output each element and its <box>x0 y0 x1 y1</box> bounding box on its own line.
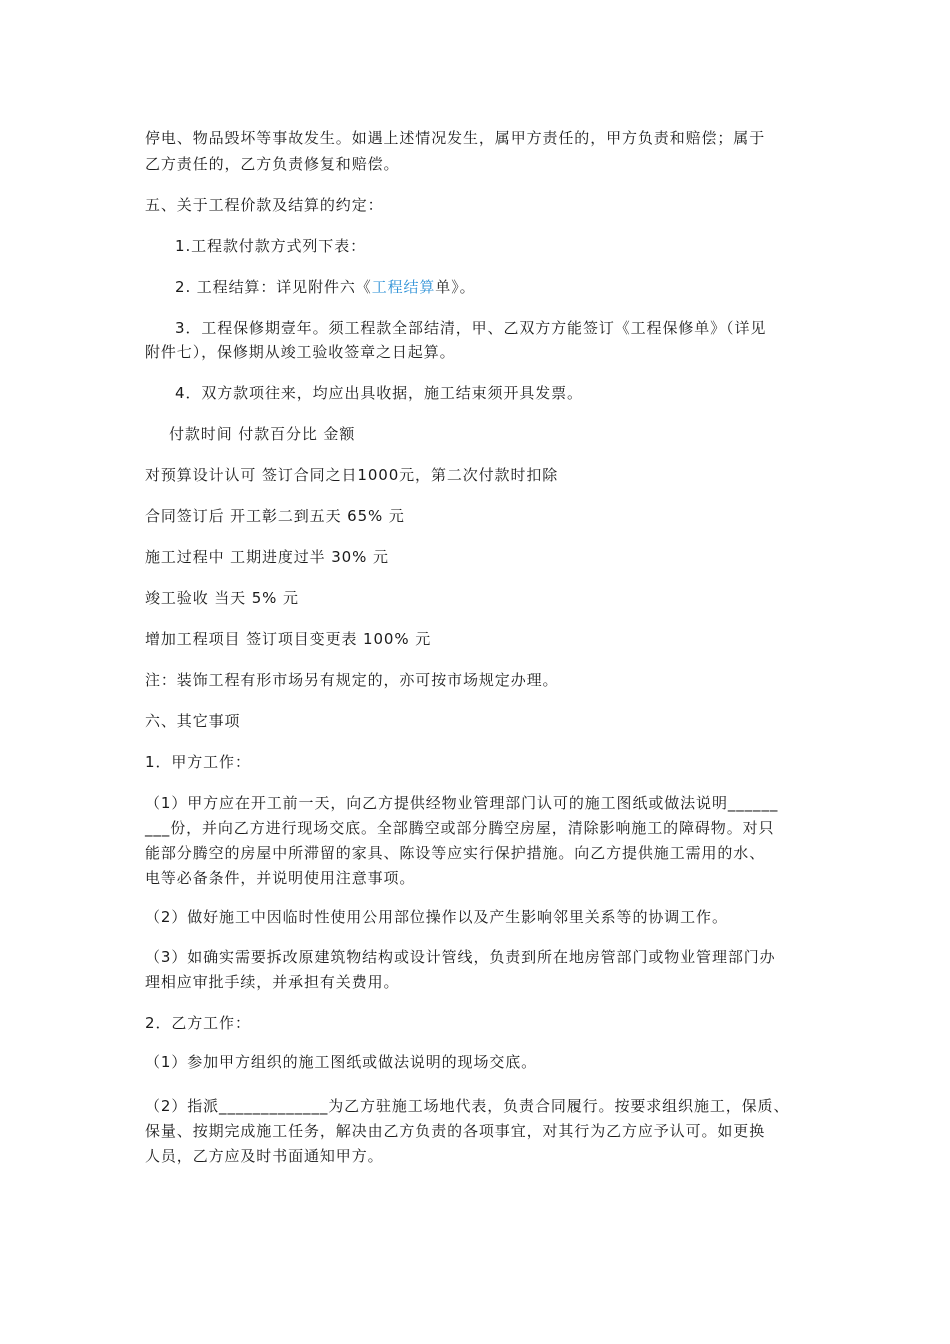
party-b-item-2-line-2: 保量、按期完成施工任务，解决由乙方负责的各项事宜，对其行为乙方应予认可。如更换 <box>145 1122 766 1140</box>
item-3-line-2: 附件七），保修期从竣工验收签章之日起算。 <box>145 343 456 361</box>
item-4: 4．双方款项往来，均应出具收据，施工结束须开具发票。 <box>175 384 583 402</box>
payment-table-row-4: 竣工验收 当天 5% 元 <box>145 589 299 607</box>
party-a-item-3-line-1: （3）如确实需要拆改原建筑物结构或设计管线，负责到所在地房管部门或物业管理部门办 <box>145 948 776 966</box>
section-6-heading: 六、其它事项 <box>145 712 241 730</box>
payment-table-row-5: 增加工程项目 签订项目变更表 100% 元 <box>145 630 432 648</box>
payment-table-row-1: 对预算设计认可 签订合同之日1000元，第二次付款时扣除 <box>145 466 559 484</box>
party-a-item-2: （2）做好施工中因临时性使用公用部位操作以及产生影响邻里关系等的协调工作。 <box>145 908 728 926</box>
item-2 <box>175 276 476 298</box>
section-5-heading: 五、关于工程价款及结算的约定： <box>145 196 384 214</box>
payment-table-row-3: 施工过程中 工期进度过半 30% 元 <box>145 548 389 566</box>
item-2-suffix: 单》。 <box>435 278 476 296</box>
payment-table-header: 付款时间 付款百分比 金额 <box>169 425 356 443</box>
item-1: 1.工程款付款方式列下表： <box>175 237 367 255</box>
party-a-item-3-line-2: 理相应审批手续，并承担有关费用。 <box>145 973 400 991</box>
party-a-item-1-line-1: （1）甲方应在开工前一天，向乙方提供经物业管理部门认可的施工图纸或做法说明______ <box>145 794 779 812</box>
party-a-item-1-line-2: ___份，并向乙方进行现场交底。全部腾空或部分腾空房屋，清除影响施工的障碍物。对只 <box>145 819 775 837</box>
party-a-item-1-line-3: 能部分腾空的房屋中所滞留的家具、陈设等应实行保护措施。向乙方提供施工需用的水、 <box>145 844 766 862</box>
item-2-prefix: 2. 工程结算：详见附件六《 <box>175 278 372 296</box>
payment-table-row-2: 合同签订后 开工彰二到五天 65% 元 <box>145 507 405 525</box>
party-b-item-2-line-3: 人员，乙方应及时书面通知甲方。 <box>145 1147 384 1165</box>
party-a-heading: 1．甲方工作： <box>145 753 251 771</box>
party-b-item-2-line-1: （2）指派_____________为乙方驻施工场地代表，负责合同履行。按要求组织施工，保质、 <box>145 1097 790 1115</box>
party-b-item-1: （1）参加甲方组织的施工图纸或做法说明的现场交底。 <box>145 1053 538 1071</box>
paragraph-accident-line-1: 停电、物品毁坏等事故发生。如遇上述情况发生，属甲方责任的，甲方负责和赔偿；属于 <box>145 129 766 147</box>
settlement-link[interactable]: 工程结算 <box>371 278 436 296</box>
party-a-item-1-line-4: 电等必备条件，并说明使用注意事项。 <box>145 869 416 887</box>
party-b-heading: 2．乙方工作： <box>145 1014 251 1032</box>
item-3-line-1: 3．工程保修期壹年。须工程款全部结清，甲、乙双方方能签订《工程保修单》（详见 <box>175 319 767 337</box>
note: 注：装饰工程有形市场另有规定的，亦可按市场规定办理。 <box>145 671 559 689</box>
paragraph-accident-line-2: 乙方责任的，乙方负责修复和赔偿。 <box>145 155 400 173</box>
